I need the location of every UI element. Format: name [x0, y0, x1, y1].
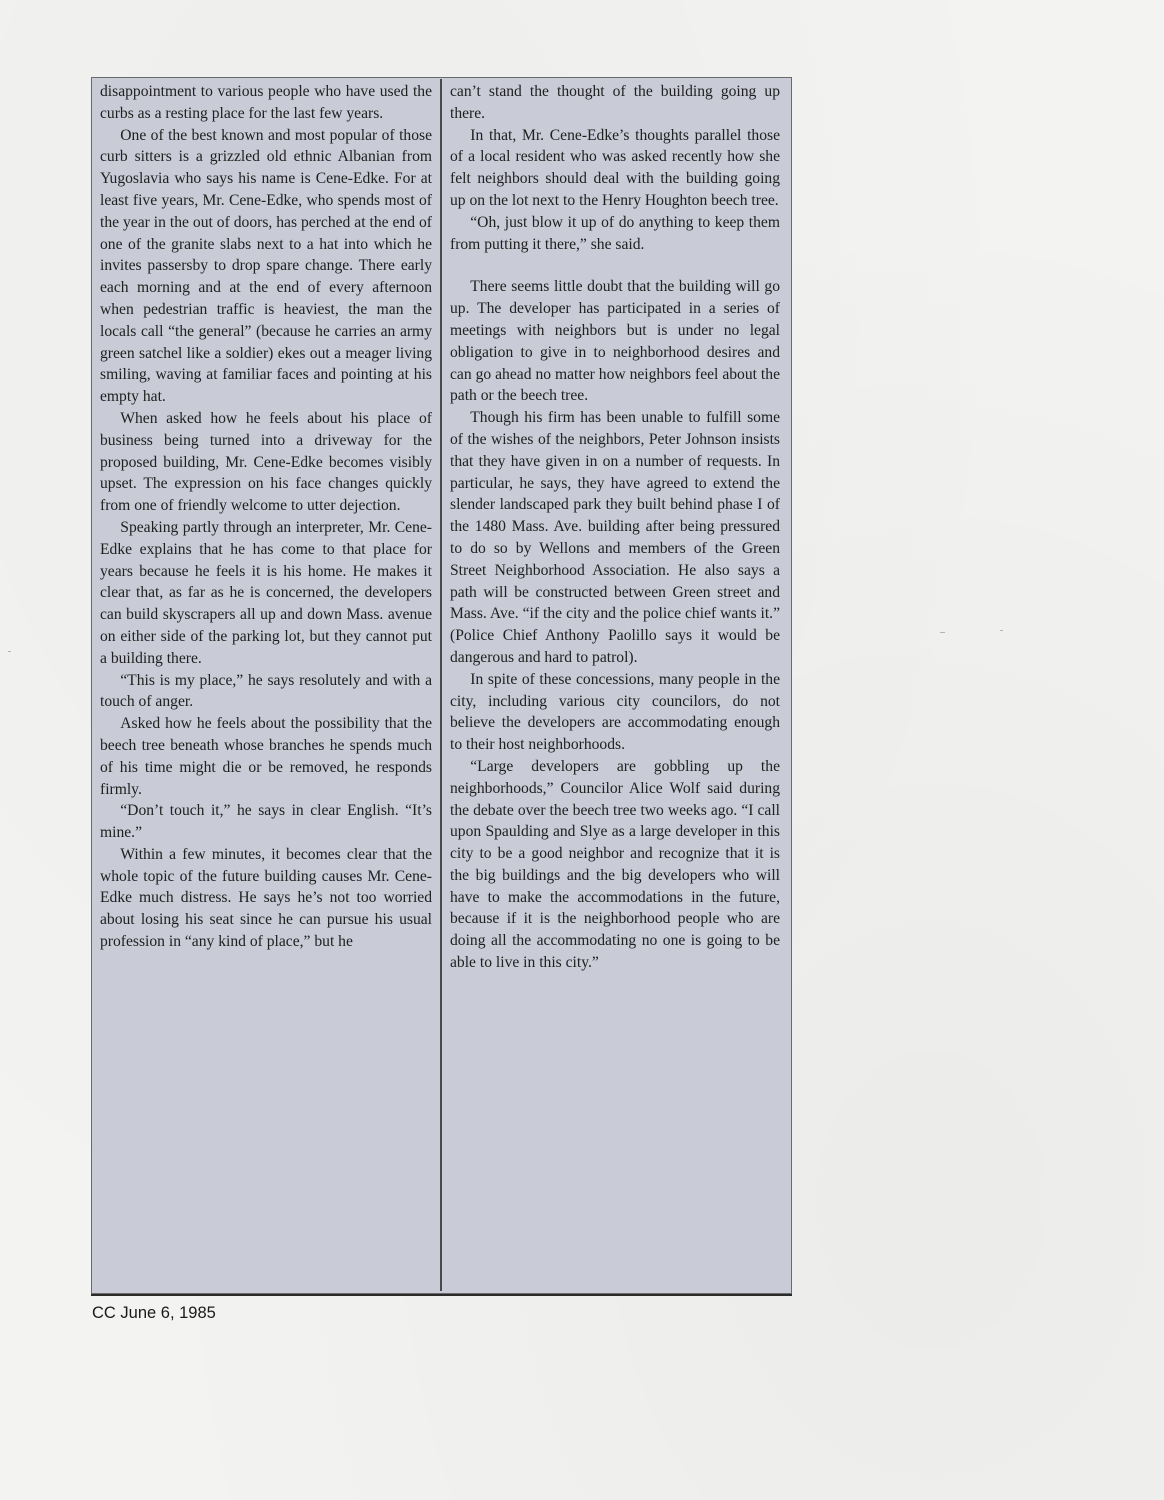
paragraph: “Don’t touch it,” he says in clear English. “It’s mine.”: [100, 802, 432, 842]
newspaper-clipping: [91, 77, 792, 1296]
paragraph: Though his firm has been unable to fulfill some of the wishes of the neighbors, Peter Johnson insists that they have given in on a number of requests. In particular, he says, they have agreed to extend the slender landscaped park they built behind phase I of the 1480 Mass. Ave. building after being pressured to do so by Wellons and members of the Green Street Neighborhood Association. He also says a path will be constructed between Green street and Mass. Ave. “if the city and the police chief wants it.” (Police Chief Anthony Paolillo says it would be dangerous and hard to patrol).: [450, 409, 780, 666]
scan-speck: [8, 651, 11, 652]
column-divider: [440, 79, 442, 1291]
paragraph: Within a few minutes, it becomes clear that the whole topic of the future building causes Mr. Cene-Edke much distress. He says he’s not too worried about losing his seat since he can pursue his usual profession in “any kind of place,” but he: [100, 845, 432, 951]
scan-speck: [1000, 630, 1003, 631]
paragraph: Asked how he feels about the possibility that the beech tree beneath whose branches he spends much of his time might die or be removed, he responds firmly.: [100, 715, 432, 798]
scan-speck: [940, 632, 945, 633]
paragraph: In that, Mr. Cene-Edke’s thoughts parallel those of a local resident who was asked recently how she felt neighbors should deal with the building going up on the lot next to the Henry Houghton beech tree.: [450, 126, 780, 209]
paragraph: “Oh, just blow it up of do anything to keep them from putting it there,” she said.: [450, 213, 780, 253]
clipping-caption: CC June 6, 1985: [92, 1304, 216, 1322]
paragraph: can’t stand the thought of the building going up there.: [450, 83, 780, 122]
paragraph: Speaking partly through an interpreter, Mr. Cene-Edke explains that he has come to that place for years because he feels it is his home. He makes it clear that, as far as he is concerned, the developers can build skyscrapers all up and down Mass. avenue on either side of the parking lot, but they cannot put a building there.: [100, 518, 432, 667]
paragraph: One of the best known and most popular of those curb sitters is a grizzled old ethnic Albanian from Yugoslavia who says his name is Cene-Edke. For at least five years, Mr. Cene-Edke, who spends most of the year in the out of doors, has perched at the end of one of the granite slabs next to a hat into which he invites passersby to drop spare change. There early each morning and at the end of every afternoon when pedestrian traffic is heaviest, the man the locals call “the general” (because he carries an army green satchel like a soldier) ekes out a meager living smiling, waving at familiar faces and pointing at his empty hat.: [100, 126, 432, 406]
paragraph: disappointment to various people who have used the curbs as a resting place for the last few years.: [100, 83, 432, 122]
paragraph: In spite of these concessions, many people in the city, including various city councilors, do not believe the developers are accommodating enough to their host neighborhoods.: [450, 670, 780, 754]
article-column-right: [450, 81, 780, 1291]
paragraph: When asked how he feels about his place of business being turned into a driveway for the proposed building, Mr. Cene-Edke becomes visibly upset. The expression on his face changes quickly from one of friendly welcome to utter dejection.: [100, 409, 432, 515]
paragraph: There seems little doubt that the building will go up. The developer has participated in a series of meetings with neighbors but is under no legal obligation to give in to neighborhood desires and can go ahead no matter how neighbors feel about the path or the beech tree.: [450, 278, 780, 405]
article-column-left: [100, 81, 432, 1291]
paragraph: “Large developers are gobbling up the neighborhoods,” Councilor Alice Wolf said during the debate over the beech tree two weeks ago. “I call upon Spaulding and Slye as a large developer in this city to be a good neighbor and recognize that it is the big buildings and the big developers who will have to make the accommodations in the future, because if it is the neighborhood people who are doing all the accommodating no one is going to be able to live in this city.”: [450, 757, 780, 972]
paragraph: “This is my place,” he says resolutely and with a touch of anger.: [100, 671, 432, 711]
